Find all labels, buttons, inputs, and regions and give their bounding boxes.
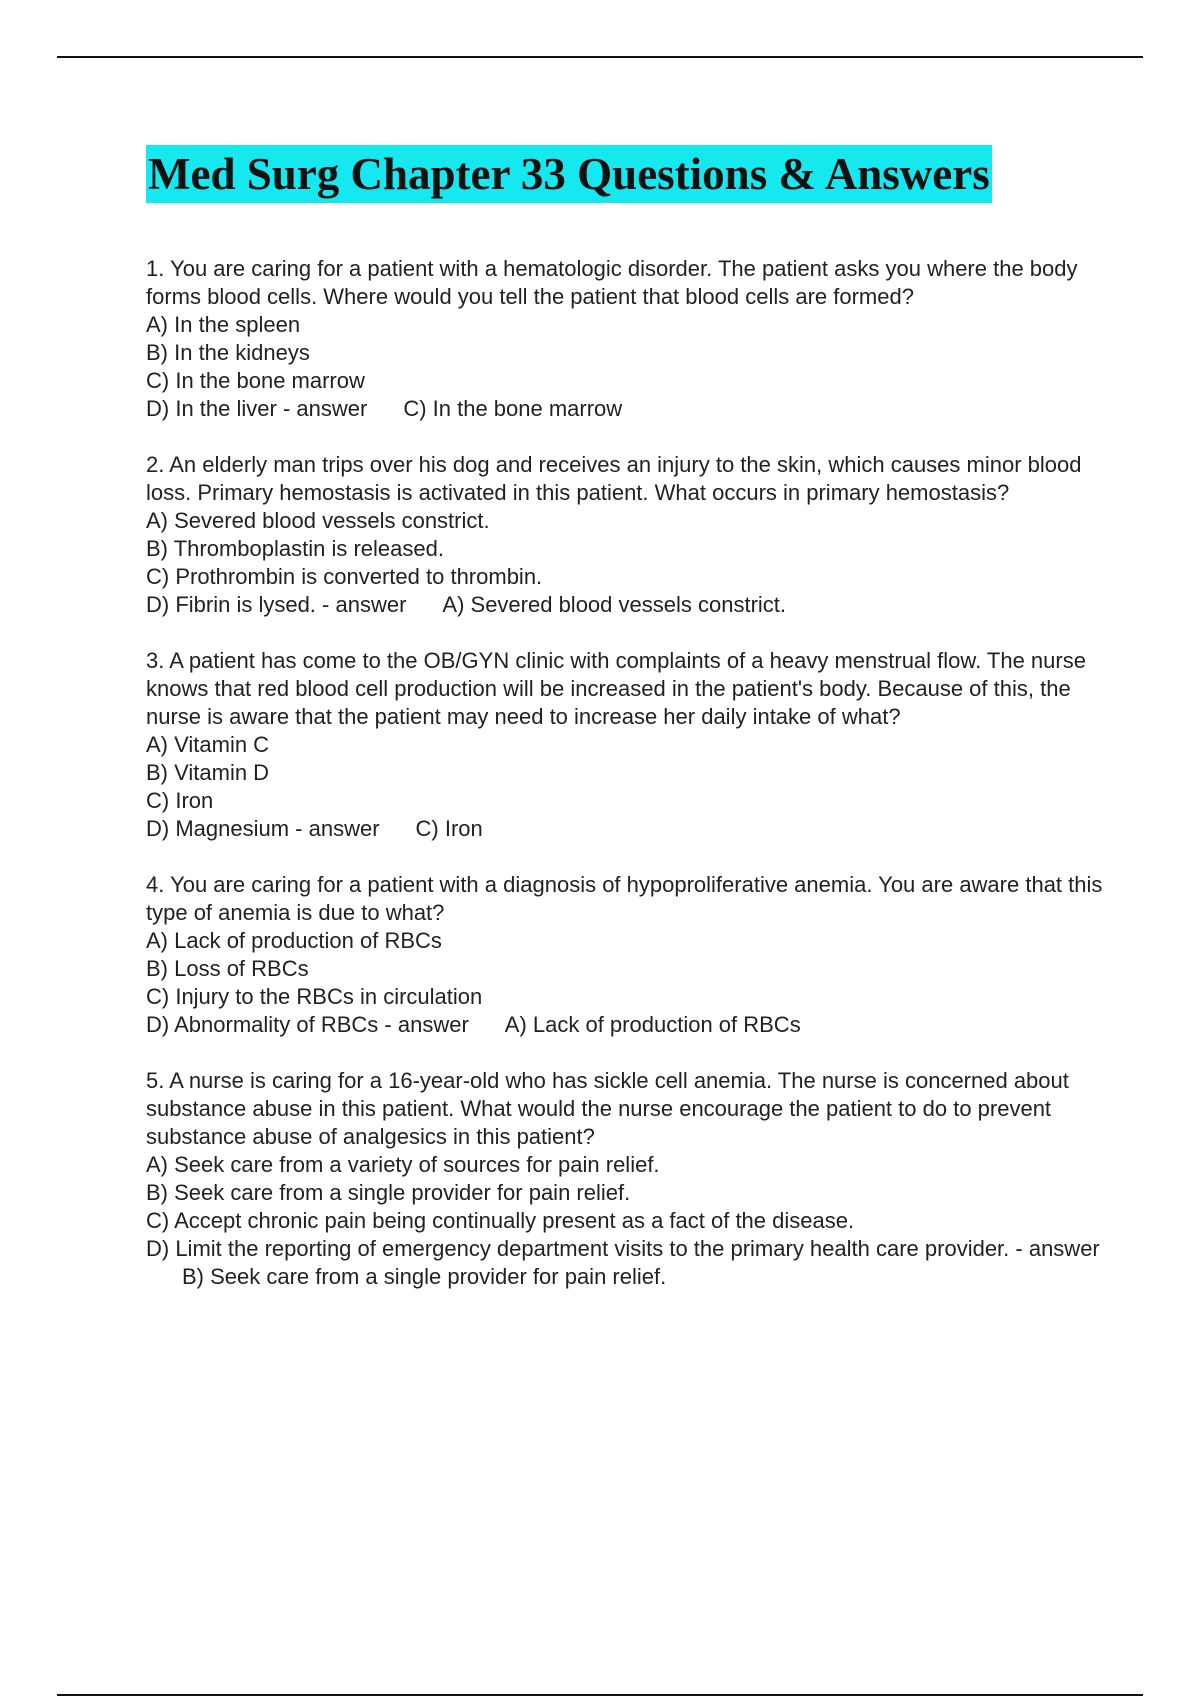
answer-option bbox=[146, 507, 1106, 535]
answer-option bbox=[146, 1179, 1106, 1207]
answer-option bbox=[146, 759, 1106, 787]
option-text: C) Iron bbox=[146, 788, 214, 813]
options-list bbox=[146, 507, 1106, 619]
option-text: B) Loss of RBCs bbox=[146, 956, 309, 981]
answer-marker: - answer bbox=[276, 396, 368, 421]
question-block bbox=[146, 871, 1106, 1039]
answer-option bbox=[146, 535, 1106, 563]
question-text: 4. You are caring for a patient with a diagnosis of hypoproliferative anemia. You are aware that this type of anemia is due to what? bbox=[146, 872, 1103, 925]
options-list bbox=[146, 927, 1106, 1039]
question-text: 2. An elderly man trips over his dog and receives an injury to the skin, which causes minor blood loss. Primary hemostasis is activated in this patient. What occurs in primary hemostasis? bbox=[146, 452, 1082, 505]
option-text: B) In the kidneys bbox=[146, 340, 310, 365]
question-text: 5. A nurse is caring for a 16-year-old who has sickle cell anemia. The nurse is concerned about substance abuse in this patient. What would the nurse encourage the patient to do to prevent substance abuse of analgesics in this patient? bbox=[146, 1068, 1069, 1149]
options-list bbox=[146, 1151, 1106, 1291]
question-block bbox=[146, 647, 1106, 843]
correct-answer: C) In the bone marrow bbox=[403, 396, 623, 421]
answer-option bbox=[146, 395, 1106, 423]
answer-option bbox=[146, 1235, 1106, 1291]
correct-answer: B) Seek care from a single provider for pain relief. bbox=[182, 1264, 667, 1289]
option-text: D) Fibrin is lysed. bbox=[146, 592, 316, 617]
option-text: D) Magnesium bbox=[146, 816, 290, 841]
answer-option bbox=[146, 983, 1106, 1011]
answer-option bbox=[146, 955, 1106, 983]
question-block bbox=[146, 451, 1106, 619]
question-block bbox=[146, 1067, 1106, 1291]
option-text: C) Accept chronic pain being continually present as a fact of the disease. bbox=[146, 1208, 855, 1233]
answer-option bbox=[146, 591, 1106, 619]
option-text: B) Vitamin D bbox=[146, 760, 270, 785]
answer-marker: - answer bbox=[315, 592, 407, 617]
option-text: C) Prothrombin is converted to thrombin. bbox=[146, 564, 543, 589]
option-text: D) Limit the reporting of emergency department visits to the primary health care provider. bbox=[146, 1236, 1010, 1261]
option-text: D) In the liver bbox=[146, 396, 277, 421]
answer-option bbox=[146, 563, 1106, 591]
question-text: 1. You are caring for a patient with a hematologic disorder. The patient asks you where the body forms blood cells. Where would you tell the patient that blood cells are formed? bbox=[146, 256, 1078, 309]
answer-option bbox=[146, 731, 1106, 759]
answer-marker: - answer bbox=[1009, 1236, 1100, 1261]
option-text: A) Severed blood vessels constrict. bbox=[146, 508, 490, 533]
questions-list bbox=[146, 255, 1106, 1319]
option-text: A) Seek care from a variety of sources for pain relief. bbox=[146, 1152, 660, 1177]
title-block bbox=[146, 145, 992, 203]
answer-marker: - answer bbox=[378, 1012, 469, 1037]
document-title: Med Surg Chapter 33 Questions & Answers bbox=[146, 145, 992, 203]
answer-option bbox=[146, 339, 1106, 367]
answer-option bbox=[146, 787, 1106, 815]
option-text: A) Vitamin C bbox=[146, 732, 270, 757]
option-text: B) Seek care from a single provider for pain relief. bbox=[146, 1180, 631, 1205]
option-text: C) In the bone marrow bbox=[146, 368, 365, 393]
option-text: A) In the spleen bbox=[146, 312, 301, 337]
options-list bbox=[146, 731, 1106, 843]
top-rule bbox=[57, 56, 1143, 58]
option-text: D) Abnormality of RBCs bbox=[146, 1012, 379, 1037]
option-text: B) Thromboplastin is released. bbox=[146, 536, 444, 561]
answer-option bbox=[146, 367, 1106, 395]
answer-option bbox=[146, 815, 1106, 843]
question-text: 3. A patient has come to the OB/GYN clinic with complaints of a heavy menstrual flow. The nurse knows that red blood cell production will be increased in the patient's body. Because of this, the nurse is aware that the patient may need to increase her daily intake of what? bbox=[146, 648, 1086, 729]
question-block bbox=[146, 255, 1106, 423]
answer-option bbox=[146, 1151, 1106, 1179]
correct-answer: C) Iron bbox=[415, 816, 483, 841]
correct-answer: A) Severed blood vessels constrict. bbox=[442, 592, 787, 617]
answer-marker: - answer bbox=[289, 816, 380, 841]
correct-answer: A) Lack of production of RBCs bbox=[504, 1012, 801, 1037]
option-text: C) Injury to the RBCs in circulation bbox=[146, 984, 483, 1009]
options-list bbox=[146, 311, 1106, 423]
bottom-rule bbox=[57, 1694, 1143, 1696]
answer-option bbox=[146, 1011, 1106, 1039]
answer-option bbox=[146, 311, 1106, 339]
answer-option bbox=[146, 1207, 1106, 1235]
answer-option bbox=[146, 927, 1106, 955]
option-text: A) Lack of production of RBCs bbox=[146, 928, 442, 953]
